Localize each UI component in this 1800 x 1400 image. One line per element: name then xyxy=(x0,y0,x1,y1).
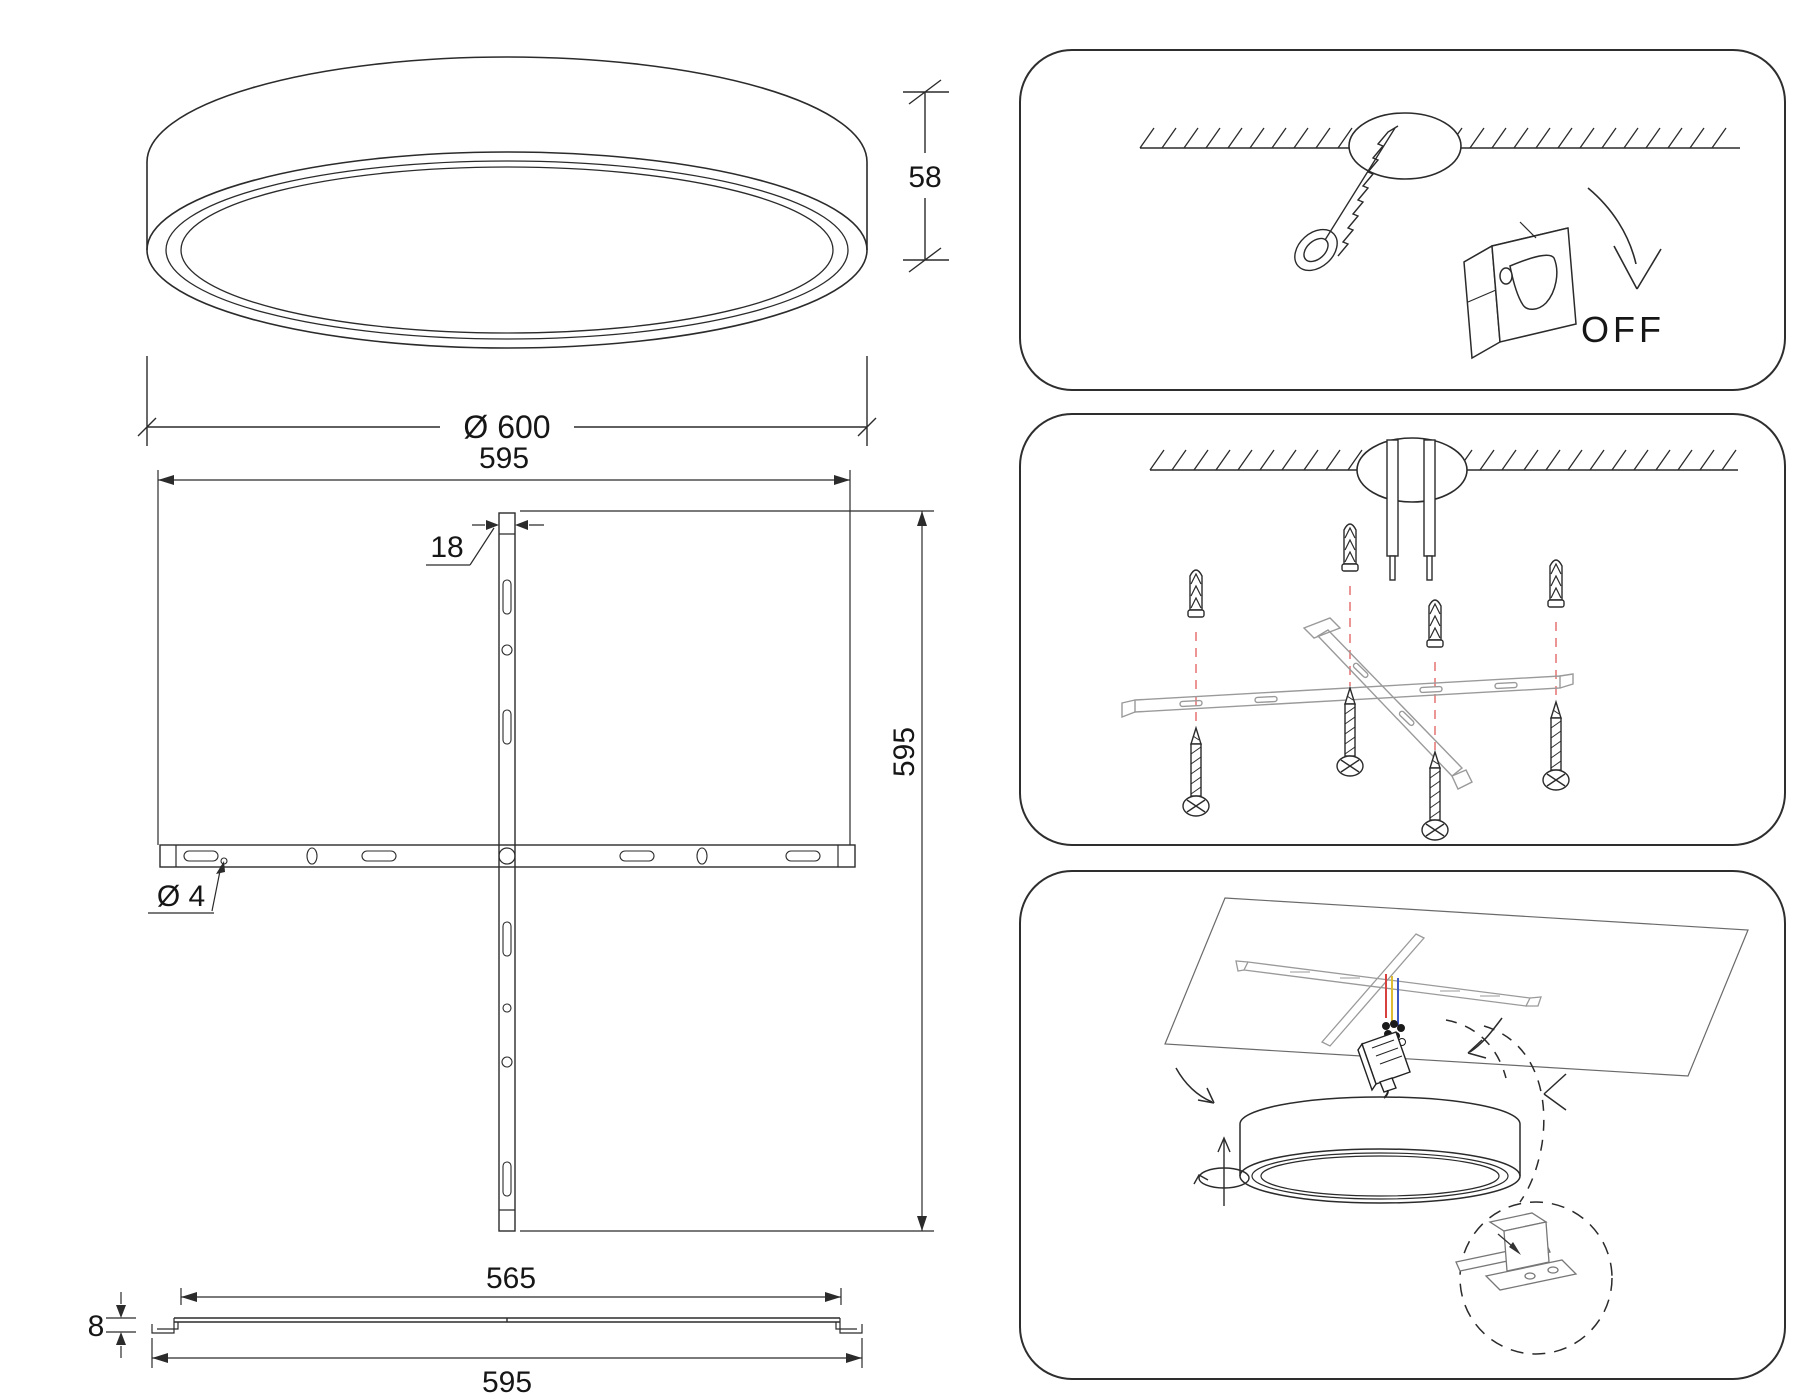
install-step-3-panel xyxy=(1020,871,1785,1379)
lamp-bottom-rim xyxy=(147,152,867,348)
wall-anchor-icon xyxy=(1427,600,1443,647)
wall-anchor-icon xyxy=(1548,560,1564,607)
height-dimension xyxy=(903,80,949,272)
install-step-1-panel xyxy=(1020,50,1785,390)
install-step-2-panel xyxy=(1020,414,1785,845)
wall-anchor-icon xyxy=(1342,524,1358,571)
bracket-length-label: 595 xyxy=(888,726,921,778)
profile-inner-label: 565 xyxy=(485,1262,537,1295)
lamp-inner-ring xyxy=(166,161,848,339)
profile-height-label: 8 xyxy=(87,1310,105,1343)
wall-anchor-icon xyxy=(1188,570,1204,617)
arm-width-label: 18 xyxy=(430,531,464,564)
bracket-vertical-arm xyxy=(499,513,515,1231)
lamp-top-arc xyxy=(147,57,867,162)
arm-width-dimension xyxy=(426,520,544,565)
lamp-height-label: 58 xyxy=(908,161,942,194)
bracket-width-dimension xyxy=(158,442,850,845)
profile-outer-dimension xyxy=(152,1338,862,1399)
bracket-width-label: 595 xyxy=(478,442,530,475)
lamp-diameter-label: Ø 600 xyxy=(463,409,551,445)
ceiling-hole xyxy=(1357,438,1467,502)
bracket-profile-view xyxy=(88,1262,862,1399)
power-off-label: OFF xyxy=(1581,309,1665,350)
lamp-3d-view xyxy=(147,57,867,348)
ceiling-hole xyxy=(1349,113,1461,179)
profile-outer-label: 595 xyxy=(481,1366,533,1399)
bracket-length-dimension xyxy=(520,511,934,1231)
diameter-dimension xyxy=(138,356,876,446)
bracket-plan-view xyxy=(148,442,934,1231)
profile-height-dimension xyxy=(88,1292,136,1358)
lamp-diffuser-edge xyxy=(181,167,833,333)
lamp-side-edges xyxy=(147,162,867,250)
profile-inner-dimension xyxy=(181,1262,841,1305)
hole-diameter-label: Ø 4 xyxy=(156,880,206,913)
profile-strip xyxy=(152,1318,862,1333)
hole-callout xyxy=(148,861,225,913)
